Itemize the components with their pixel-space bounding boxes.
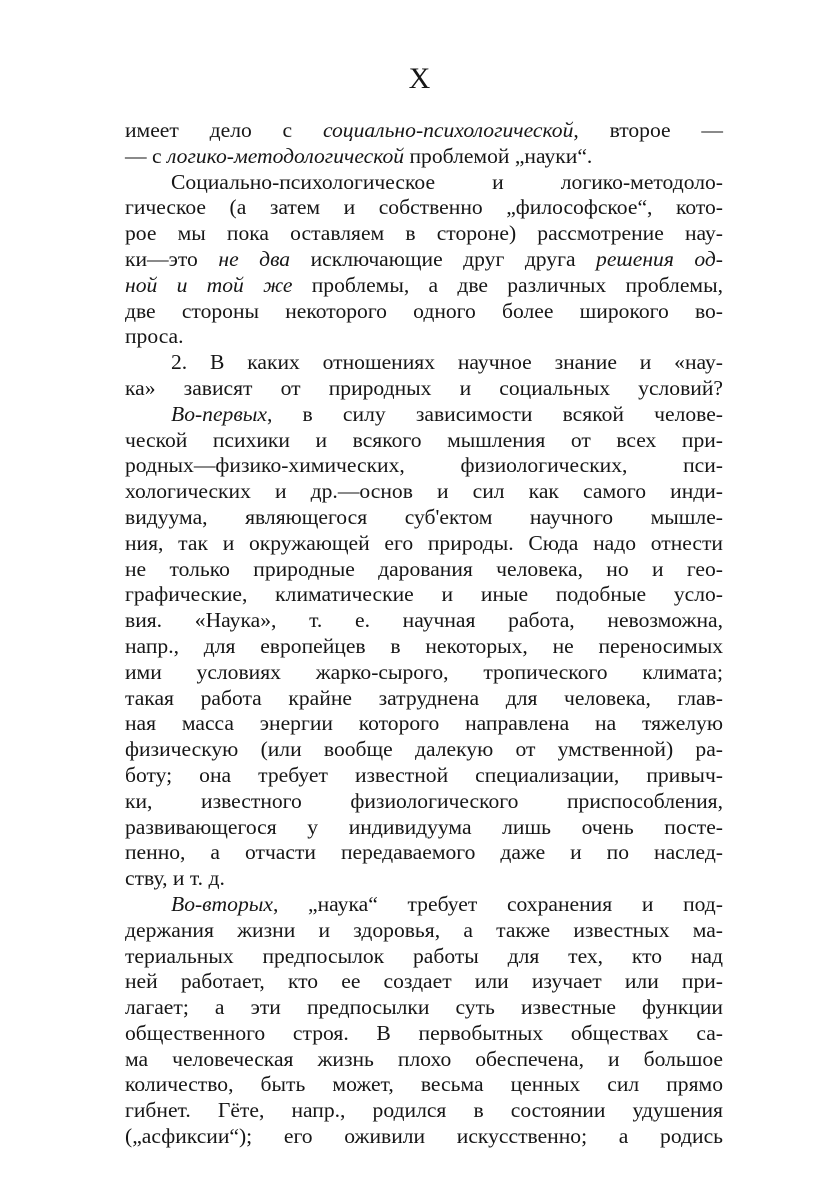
text-line bbox=[125, 144, 723, 170]
text-segment: лагает; а эти предпосылки суть известные функции bbox=[125, 995, 723, 1020]
text-segment: физическую (или вообще далекую от умственной) ра- bbox=[125, 737, 723, 762]
text-segment: — с bbox=[125, 143, 167, 168]
text-segment: ству, и т. д. bbox=[125, 866, 225, 891]
text-line bbox=[125, 789, 723, 815]
text-line bbox=[125, 531, 723, 557]
text-line bbox=[125, 170, 723, 196]
text-segment: („асфиксии“); его оживили искусственно; а родись bbox=[125, 1124, 723, 1149]
text-line bbox=[125, 273, 723, 299]
text-segment: ческой психики и всякого мышления от всех при- bbox=[125, 427, 723, 452]
text-segment: ния, так и окружающей его природы. Сюда надо отнести bbox=[125, 530, 723, 555]
text-line bbox=[125, 892, 723, 918]
text-line bbox=[125, 840, 723, 866]
text-line bbox=[125, 557, 723, 583]
text-segment: боту; она требует известной специализации, привыч- bbox=[125, 762, 723, 787]
text-segment: ней работает, кто ее создает или изучает или при- bbox=[125, 969, 723, 994]
text-line bbox=[125, 350, 723, 376]
text-line bbox=[125, 686, 723, 712]
text-line bbox=[125, 660, 723, 686]
text-line bbox=[125, 737, 723, 763]
text-segment: имеет дело с bbox=[125, 118, 323, 142]
text-line bbox=[125, 969, 723, 995]
text-segment: ма человеческая жизнь плохо обеспечена, и большое bbox=[125, 1046, 723, 1071]
text-segment: общественного строя. В первобытных обществах са- bbox=[125, 1020, 723, 1045]
text-segment: развивающегося у индивидуума лишь очень посте- bbox=[125, 814, 723, 839]
text-line bbox=[125, 299, 723, 325]
text-line bbox=[125, 402, 723, 428]
text-line bbox=[125, 324, 723, 350]
text-segment: хологических и др.—основ и сил как самого инди- bbox=[125, 479, 723, 504]
text-line bbox=[125, 634, 723, 660]
text-segment: две стороны некоторого одного более широкого во- bbox=[125, 298, 723, 323]
text-segment: ими условиях жарко-сырого, тропического климата; bbox=[125, 659, 723, 684]
text-segment: ки, известного физиологического приспособления, bbox=[125, 788, 723, 813]
italic-text: ной и той же bbox=[125, 272, 293, 297]
text-line bbox=[125, 453, 723, 479]
text-segment: пенно, а отчасти передаваемого даже и по наслед- bbox=[125, 840, 723, 865]
text-line bbox=[125, 711, 723, 737]
text-line bbox=[125, 608, 723, 634]
text-segment: проса. bbox=[125, 324, 184, 349]
text-line bbox=[125, 118, 723, 144]
text-line bbox=[125, 195, 723, 221]
italic-text: социально-психологической bbox=[322, 118, 574, 142]
text-segment: 2. В каких отношениях научное знание и «нау- bbox=[171, 350, 723, 375]
text-segment: гическое (а затем и собственно „философское“, кото- bbox=[125, 195, 723, 220]
text-segment: исключающие друг друга bbox=[290, 246, 597, 271]
text-segment: , „наука“ требует сохранения и под- bbox=[272, 891, 723, 916]
text-segment: не только природные дарования человека, но и гео- bbox=[125, 556, 723, 581]
text-line bbox=[125, 582, 723, 608]
text-line bbox=[125, 1021, 723, 1047]
text-line bbox=[125, 1047, 723, 1073]
text-line bbox=[125, 1098, 723, 1124]
text-segment: , второе — bbox=[573, 118, 724, 142]
text-segment: гибнет. Гёте, напр., родился в состоянии удушения bbox=[125, 1098, 723, 1123]
text-segment: рое мы пока оставляем в стороне) рассмотрение нау- bbox=[125, 221, 723, 246]
text-segment: вия. «Наука», т. е. научная работа, невозможна, bbox=[125, 608, 723, 633]
italic-text: Во-первых bbox=[171, 401, 267, 426]
text-line bbox=[125, 376, 723, 402]
text-segment: проблемой „науки“. bbox=[404, 143, 593, 168]
text-segment: ная масса энергии которого направлена на тяжелую bbox=[125, 711, 723, 736]
text-line bbox=[125, 763, 723, 789]
text-segment: , в силу зависимости всякой челове- bbox=[266, 401, 723, 426]
text-segment: териальных предпосылок работы для тех, кто над bbox=[125, 943, 723, 968]
text-segment: родных—физико-химических, физиологических, пси- bbox=[125, 453, 723, 478]
italic-text: Во-вторых bbox=[171, 891, 273, 916]
page-number: X bbox=[408, 62, 432, 95]
italic-text: не два bbox=[218, 246, 291, 271]
text-line bbox=[125, 815, 723, 841]
italic-text: логико-методологической bbox=[166, 143, 405, 168]
text-line bbox=[125, 505, 723, 531]
text-line bbox=[125, 918, 723, 944]
italic-text: решения од- bbox=[596, 246, 723, 271]
text-segment: такая работа крайне затруднена для человека, глав- bbox=[125, 685, 723, 710]
text-segment: Социально-психологическое и логико-методоло- bbox=[171, 169, 723, 194]
text-line bbox=[125, 995, 723, 1021]
text-segment: напр., для европейцев в некоторых, не переносимых bbox=[125, 633, 723, 658]
text-line bbox=[125, 866, 723, 892]
text-segment: количество, быть может, весьма ценных сил прямо bbox=[125, 1072, 723, 1097]
text-line bbox=[125, 428, 723, 454]
text-line bbox=[125, 247, 723, 273]
body-text bbox=[125, 118, 723, 1150]
text-line bbox=[125, 1124, 723, 1150]
text-segment: графические, климатические и иные подобные усло- bbox=[125, 582, 723, 607]
text-segment: держания жизни и здоровья, а также известных ма- bbox=[125, 917, 723, 942]
text-line bbox=[125, 944, 723, 970]
text-line bbox=[125, 221, 723, 247]
text-line bbox=[125, 479, 723, 505]
text-segment: ка» зависят от природных и социальных условий? bbox=[125, 375, 723, 400]
text-line bbox=[125, 1072, 723, 1098]
text-segment: проблемы, а две различных проблемы, bbox=[292, 272, 723, 297]
text-segment: ки—это bbox=[125, 246, 219, 271]
text-segment: видуума, являющегося суб'ектом научного мышле- bbox=[125, 504, 723, 529]
